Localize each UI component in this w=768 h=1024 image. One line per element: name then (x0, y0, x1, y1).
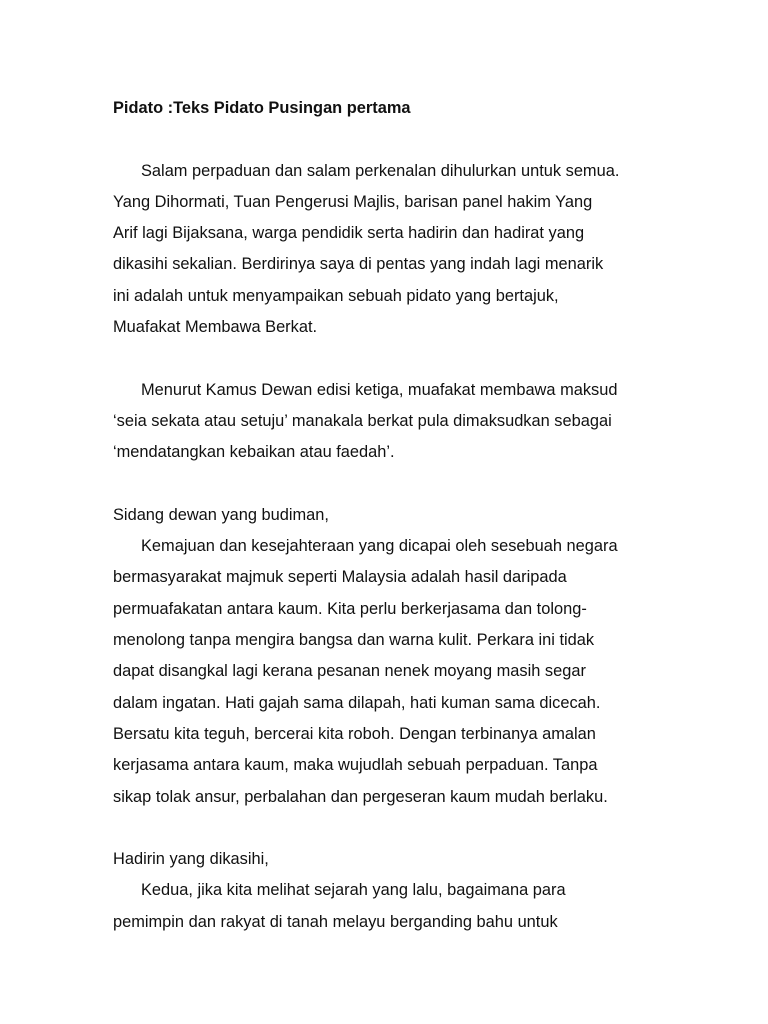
text-line: permuafakatan antara kaum. Kita perlu berkerjasama dan tolong- (113, 599, 587, 618)
paragraph-history (113, 844, 673, 938)
paragraph-definition (113, 375, 673, 469)
text-line: dikasihi sekalian. Berdirinya saya di pentas yang indah lagi menarik (113, 255, 604, 274)
text-line: kerjasama antara kaum, maka wujudlah sebuah perpaduan. Tanpa (113, 756, 598, 775)
text-line: dapat disangkal lagi kerana pesanan nenek moyang masih segar (113, 662, 586, 681)
document-title: Pidato :Teks Pidato Pusingan pertama (113, 99, 411, 117)
text-line: Yang Dihormati, Tuan Pengerusi Majlis, barisan panel hakim Yang (113, 192, 593, 211)
paragraph-greeting (113, 156, 673, 344)
text-line: ini adalah untuk menyampaikan sebuah pidato yang bertajuk, (113, 286, 559, 305)
text-line: sikap tolak ansur, perbalahan dan pergeseran kaum mudah berlaku. (113, 787, 608, 806)
text-line: ‘mendatangkan kebaikan atau faedah’. (113, 443, 395, 462)
section-heading: Sidang dewan yang budiman, (113, 505, 329, 524)
paragraph-unity (113, 500, 673, 813)
text-line: Salam perpaduan dan salam perkenalan dihulurkan untuk semua. (141, 161, 620, 180)
spacer (113, 343, 673, 374)
spacer (113, 813, 673, 844)
spacer (113, 469, 673, 500)
text-line: Kedua, jika kita melihat sejarah yang lalu, bagaimana para (141, 881, 566, 900)
text-line: Kemajuan dan kesejahteraan yang dicapai oleh sesebuah negara (141, 537, 618, 556)
spacer (113, 124, 673, 155)
text-line: ‘seia sekata atau setuju’ manakala berkat pula dimaksudkan sebagai (113, 411, 612, 430)
text-line: Muafakat Membawa Berkat. (113, 318, 318, 337)
text-line: pemimpin dan rakyat di tanah melayu berganding bahu untuk (113, 912, 558, 931)
text-line: menolong tanpa mengira bangsa dan warna kulit. Perkara ini tidak (113, 631, 595, 650)
document-page (113, 93, 673, 938)
text-line: dalam ingatan. Hati gajah sama dilapah, hati kuman sama dicecah. (113, 693, 601, 712)
text-line: Arif lagi Bijaksana, warga pendidik serta hadirin dan hadirat yang (113, 224, 585, 243)
text-line: bermasyarakat majmuk seperti Malaysia adalah hasil daripada (113, 568, 567, 587)
text-line: Bersatu kita teguh, bercerai kita roboh. Dengan terbinanya amalan (113, 724, 596, 743)
text-line: Menurut Kamus Dewan edisi ketiga, muafakat membawa maksud (141, 380, 618, 399)
section-heading: Hadirin yang dikasihi, (113, 850, 269, 869)
